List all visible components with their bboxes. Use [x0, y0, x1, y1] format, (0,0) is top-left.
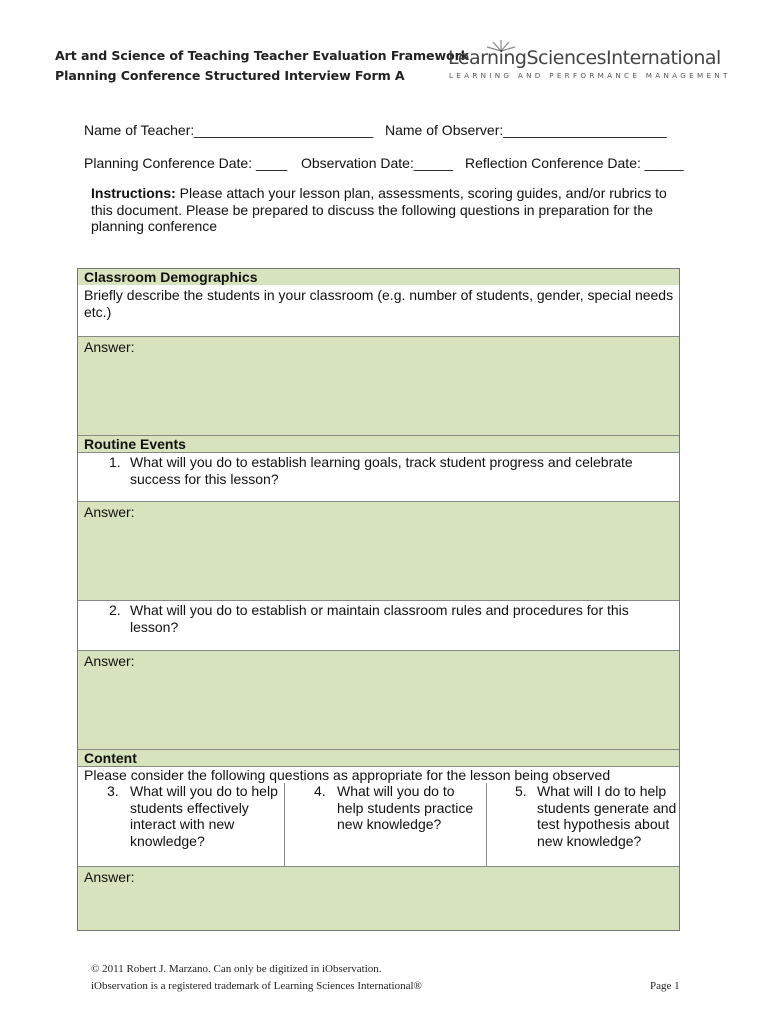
q1-number: 1. — [109, 454, 121, 470]
content-questions-row — [78, 783, 679, 866]
instructions-label: Instructions: — [91, 185, 176, 201]
title-line-1: Art and Science of Teaching Teacher Evaluation Framework — [55, 48, 469, 63]
q4-number: 4. — [314, 783, 326, 799]
page-number: Page 1 — [650, 980, 680, 992]
observer-name-field[interactable]: Name of Observer:_____________________ — [385, 122, 667, 138]
content-q5-cell — [487, 783, 679, 866]
logo-tagline: LEARNING AND PERFORMANCE MANAGEMENT — [449, 71, 731, 80]
planning-date-field[interactable]: Planning Conference Date: ____ — [84, 155, 288, 171]
routine-q1-row — [78, 452, 679, 501]
routine-heading: Routine Events — [84, 436, 186, 452]
title-line-2: Planning Conference Structured Interview Form A — [55, 68, 405, 83]
demographics-header-row — [78, 269, 679, 285]
routine-answer-box-1[interactable] — [78, 501, 679, 600]
answer-label: Answer: — [84, 339, 135, 355]
observation-date-field[interactable]: Observation Date:_____ — [301, 155, 453, 171]
content-header-row — [78, 749, 679, 766]
q3-number: 3. — [107, 783, 119, 799]
teacher-name-field[interactable]: Name of Teacher:_______________________ — [84, 122, 374, 138]
demographics-prompt: Briefly describe the students in your classroom (e.g. number of students, gender, special needs etc.) — [84, 287, 674, 320]
routine-q2-row — [78, 600, 679, 650]
routine-header-row — [78, 435, 679, 452]
instructions-text: Please attach your lesson plan, assessments, scoring guides, and/or rubrics to this document. Please be prepared to discuss the following questions in preparation for the planning conference — [91, 185, 667, 234]
content-heading: Content — [84, 750, 137, 766]
content-q3-cell — [78, 783, 285, 866]
routine-answer-box-2[interactable] — [78, 650, 679, 749]
demographics-answer-box[interactable] — [78, 336, 679, 435]
q3-text: What will you do to help students effectively interact with new knowledge? — [130, 783, 278, 849]
answer-label: Answer: — [84, 869, 135, 885]
copyright-notice: © 2011 Robert J. Marzano. Can only be digitized in iObservation. — [91, 963, 382, 975]
lsi-logo — [446, 40, 731, 86]
q2-number: 2. — [109, 602, 121, 618]
logo-name: LearningSciencesInternational — [448, 47, 721, 69]
answer-label: Answer: — [84, 504, 135, 520]
q1-text: What will you do to establish learning goals, track student progress and celebrate success for this lesson? — [130, 454, 633, 487]
answer-label: Answer: — [84, 653, 135, 669]
demographics-heading: Classroom Demographics — [84, 269, 258, 285]
content-prompt: Please consider the following questions as appropriate for the lesson being observed — [84, 767, 611, 783]
document-title — [55, 46, 469, 86]
interview-table — [77, 268, 680, 931]
demographics-prompt-row — [78, 285, 679, 336]
content-q4-cell — [285, 783, 487, 866]
q5-number: 5. — [515, 783, 527, 799]
content-prompt-row — [78, 766, 679, 783]
trademark-notice: iObservation is a registered trademark of Learning Sciences International® — [91, 980, 422, 992]
q5-text: What will I do to help students generate and test hypothesis about new knowledge? — [537, 783, 677, 849]
q4-text: What will you do to help students practice new knowledge? — [337, 783, 474, 832]
instructions — [91, 185, 691, 235]
content-answer-box[interactable] — [78, 866, 679, 930]
q2-text: What will you do to establish or maintain classroom rules and procedures for this lesson? — [130, 602, 629, 635]
reflection-date-field[interactable]: Reflection Conference Date: _____ — [465, 155, 684, 171]
